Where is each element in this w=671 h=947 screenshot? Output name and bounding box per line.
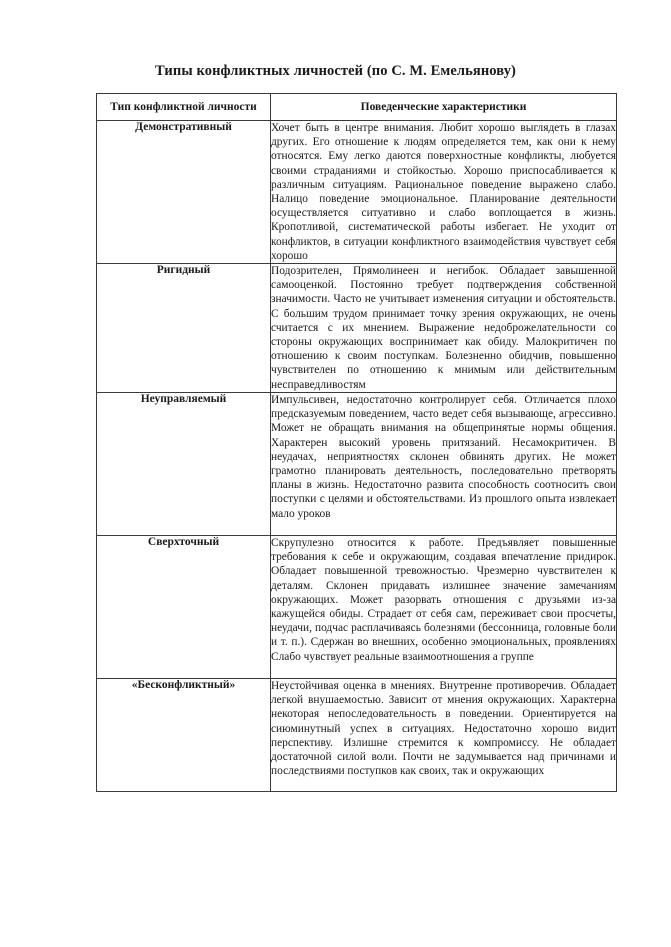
table-row xyxy=(97,264,617,393)
header-characteristics: Поведенческие характеристики xyxy=(271,94,617,121)
table-row xyxy=(97,536,617,679)
description-cell: Скрупулезно относится к работе. Предъявляет повышенные требования к себе и окружающим, создавая впечатление придирок. Обладает повышенной тревожностью. Чрезмерно чувствителен к деталям. Склонен придавать излишнее значение замечаниям окружающих. Может разорвать отношения с друзьями из-за кажущейся обиды. Страдает от себя сам, переживает свои просчеты, неудачи, подчас расплачиваясь болезнями (бессонница, головные боли и т. п.). Сдержан во внешних, особенно эмоциональных, проявлениях Слабо чувствует реальные взаимоотношения а группе xyxy=(271,536,617,679)
table-header-row xyxy=(97,94,617,121)
type-name-cell: Демонстративный xyxy=(97,121,271,264)
type-name-cell: Ригидный xyxy=(97,264,271,393)
type-name-cell: «Бесконфликтный» xyxy=(97,679,271,792)
document-title: Типы конфликтных личностей (по С. М. Емельянову) xyxy=(155,63,516,79)
description-cell: Импульсивен, недостаточно контролирует себя. Отличается плохо предсказуемым поведением, часто ведет себя вызывающе, агрессивно. Может не обращать внимания на общепринятые нормы общения. Характерен высокий уровень притязаний. Несамокритичен. В неудачах, неприятностях склонен обвинять других. Не может грамотно планировать деятельность, последовательно претворять планы в жизнь. Недостаточно развита способность соотносить свои поступки с целями и обстоятельствами. Из прошлого опыта извлекает мало уроков xyxy=(271,393,617,536)
description-cell: Хочет быть в центре внимания. Любит хорошо выглядеть в глазах других. Его отношение к людям определяется тем, как они к нему относятся. Ему легко даются поверхностные конфликты, любуется своими страданиями и стойкостью. Хорошо приспосабливается к различным ситуациям. Рациональное поведение выражено слабо. Налицо поведение эмоциональное. Планирование деятельности осуществляется ситуативно и слабо воплощается в жизнь. Кропотливой, систематической работы избегает. Не уходит от конфликтов, в ситуации конфликтного взаимодействия чувствует себя хорошо xyxy=(271,122,616,262)
header-type: Тип конфликтной личности xyxy=(97,94,271,121)
type-name-cell: Сверхточный xyxy=(97,536,271,679)
conflict-types-table xyxy=(96,93,617,792)
description-cell: Неустойчивая оценка в мнениях. Внутренне противоречив. Обладает легкой внушаемостью. Зависит от мнения окружающих. Характерна некоторая непоследовательность в поведении. Ориентируется на сиюминутный успех в ситуациях. Недостаточно хорошо видит перспективу. Излишне стремится к компромиссу. Не обладает достаточной силой воли. Почти не задумывается над причинами и последствиями поступков как своих, так и окружающих xyxy=(271,679,617,792)
table-row xyxy=(97,679,617,792)
table-row xyxy=(97,393,617,536)
description-cell: Подозрителен, Прямолинеен и негибок. Обладает завышенной самооценкой. Постоянно требует подтверждения собственной значимости. Часто не учитывает изменения ситуации и обстоятельств. С большим трудом принимает точку зрения окружающих, не очень считается с их мнением. Выражение недоброжелательности со стороны окружающих воспринимает как обиду. Малокритичен по отношению к своим поступкам. Болезненно обидчив, повышенно чувствителен по отношению к мнимым или действительным несправедливостям xyxy=(271,265,616,391)
type-name-cell: Неуправляемый xyxy=(97,393,271,536)
table-row xyxy=(97,121,617,264)
